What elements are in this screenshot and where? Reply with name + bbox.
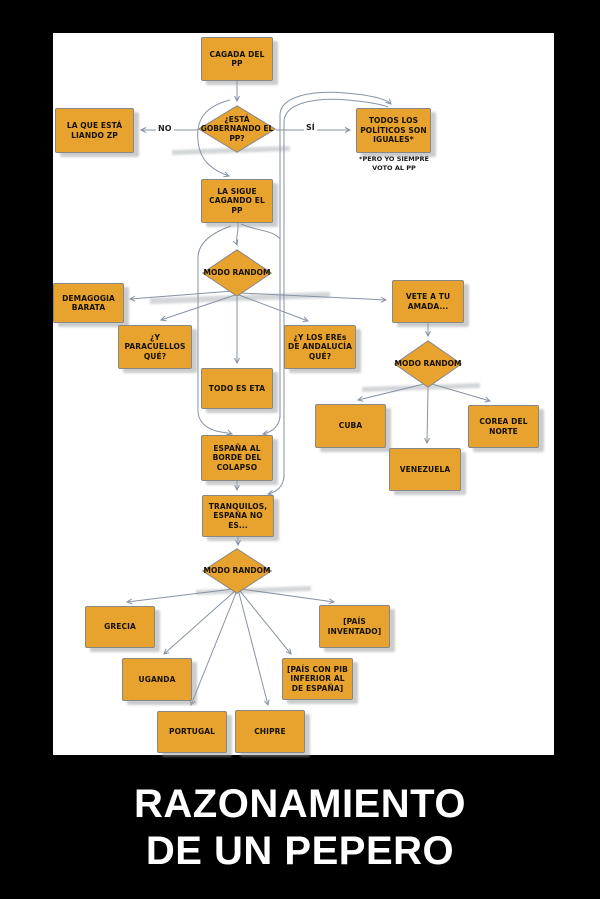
node-label: MODO RANDOM bbox=[203, 566, 271, 576]
node-venezuela bbox=[389, 448, 461, 491]
edge-label-si: SÍ bbox=[306, 123, 315, 132]
node-label: TODO ES ETA bbox=[208, 383, 266, 393]
node-label: CAGADA DEL PP bbox=[209, 49, 265, 68]
node-label: ESPAÑA AL BORDE DEL COLAPSO bbox=[212, 443, 262, 472]
node-pais-inventado bbox=[319, 605, 390, 648]
node-eres-andalucia bbox=[284, 325, 356, 369]
decision-esta-gobernando bbox=[198, 105, 276, 153]
node-tranquilos bbox=[202, 495, 274, 537]
node-la-que-esta-liando-zp bbox=[55, 108, 134, 153]
node-label: CHIPRE bbox=[254, 726, 286, 736]
node-grecia bbox=[85, 606, 155, 648]
node-chipre bbox=[235, 710, 305, 753]
node-paracuellos bbox=[118, 325, 192, 369]
node-label: [PAÍS CON PIB INFERIOR AL DE ESPAÑA] bbox=[287, 664, 348, 693]
node-todo-es-eta bbox=[201, 368, 273, 409]
meme-title bbox=[0, 781, 600, 875]
node-label: LA SIGUE CAGANDO EL PP bbox=[209, 186, 265, 215]
node-label: [PAÍS INVENTADO] bbox=[327, 617, 382, 636]
node-cuba bbox=[315, 404, 386, 448]
node-label: TRANQUILOS, ESPAÑA NO ES... bbox=[208, 501, 268, 530]
meme-title-line1: RAZONAMIENTO bbox=[134, 782, 466, 826]
node-label: ¿ESTÁ GOBERNANDO EL PP? bbox=[200, 114, 274, 143]
node-label: CUBA bbox=[338, 421, 363, 431]
node-cagada bbox=[201, 37, 273, 81]
node-label: VETE A TU AMADA... bbox=[405, 292, 451, 311]
node-label: MODO RANDOM bbox=[394, 359, 462, 369]
node-label: UGANDA bbox=[138, 674, 176, 684]
footnote-line1: *PERO YO SIEMPRE bbox=[359, 155, 429, 163]
meme-title-line2: DE UN PEPERO bbox=[145, 829, 455, 873]
decision-modo-random-3 bbox=[202, 548, 272, 594]
node-label: GRECIA bbox=[104, 622, 136, 632]
node-la-sigue-cagando bbox=[201, 179, 273, 223]
node-todos-los-politicos bbox=[356, 108, 431, 153]
node-pais-con-pib bbox=[282, 658, 353, 700]
decision-modo-random-2 bbox=[394, 340, 462, 388]
node-corea-del-norte bbox=[468, 405, 539, 448]
node-uganda bbox=[122, 658, 192, 701]
node-label: LA QUE ESTÁ LIANDO ZP bbox=[66, 121, 123, 140]
decision-modo-random-1 bbox=[202, 249, 272, 297]
node-espana-colapso bbox=[201, 435, 273, 481]
edge-label-no: NO bbox=[158, 124, 172, 133]
node-demagogia-barata bbox=[53, 283, 124, 323]
node-label: ¿Y PARACUELLOS QUÉ? bbox=[124, 332, 186, 361]
node-portugal bbox=[157, 711, 227, 753]
node-vete-a-tu-amada bbox=[392, 280, 464, 323]
node-label: MODO RANDOM bbox=[203, 268, 271, 278]
node-label: COREA DEL NORTE bbox=[479, 417, 528, 436]
node-label: TODOS LOS POLÍTICOS SON IGUALES* bbox=[360, 116, 427, 145]
node-label: ¿Y LOS EREs DE ANDALUCÍA QUÉ? bbox=[288, 332, 352, 361]
node-label: DEMAGOGIA BARATA bbox=[62, 293, 115, 312]
node-label: VENEZUELA bbox=[399, 464, 451, 474]
footnote bbox=[352, 155, 436, 172]
footnote-line2: VOTO AL PP bbox=[372, 163, 416, 172]
node-label: PORTUGAL bbox=[168, 727, 216, 737]
